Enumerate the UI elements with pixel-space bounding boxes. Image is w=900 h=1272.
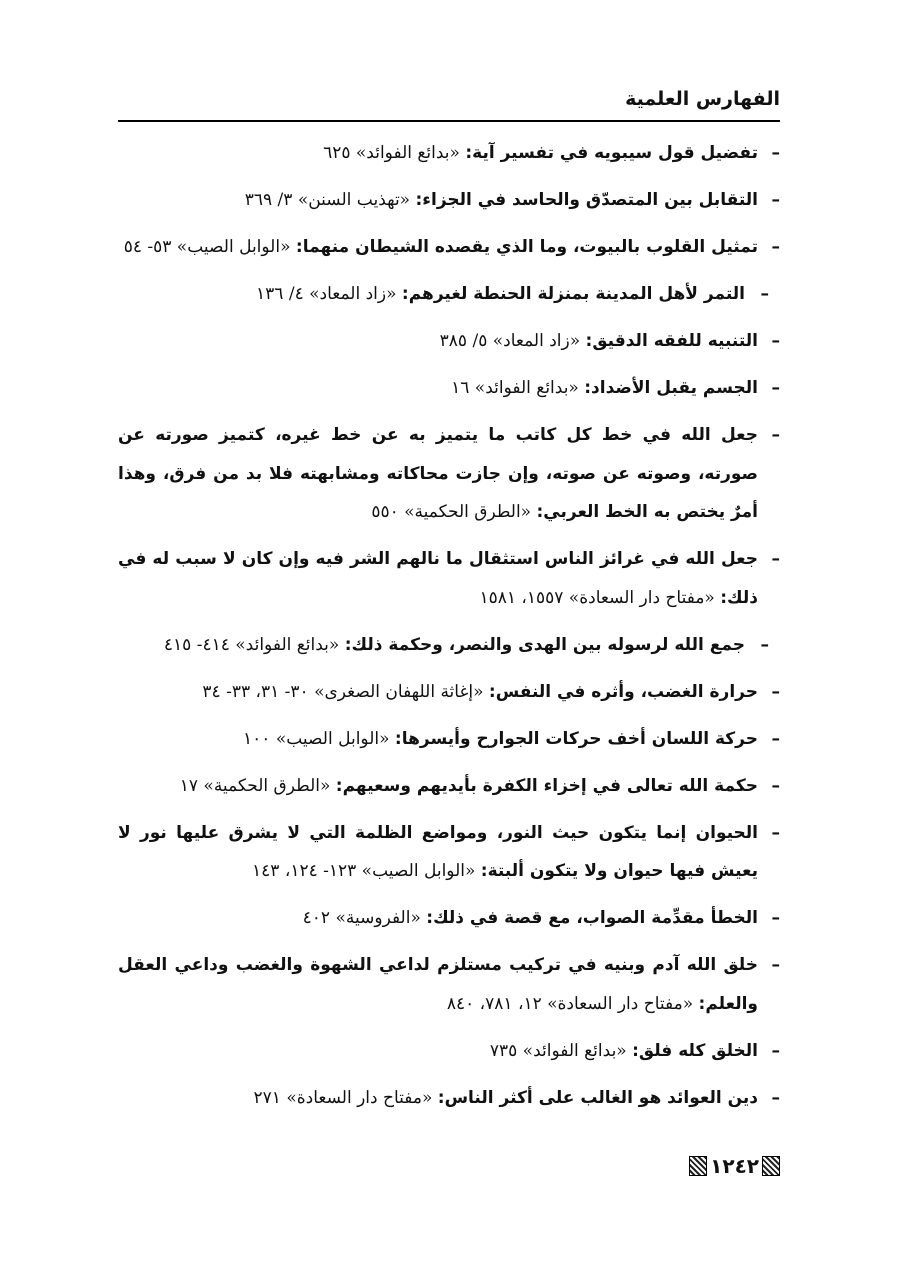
entry-dash: –	[771, 378, 780, 398]
entry-dash: –	[771, 237, 780, 257]
entry-dash: –	[771, 143, 780, 163]
entry-dash: –	[771, 728, 780, 749]
entry-reference: «مفتاح دار السعادة» ٢٧١	[253, 1087, 438, 1108]
index-entry	[118, 275, 780, 314]
entry-dash: –	[771, 425, 780, 445]
page-number: ١٢٤٢	[710, 1154, 759, 1178]
entry-term: الخلق كله فلق:	[632, 1040, 758, 1061]
entry-reference: «زاد المعاد» ٤/ ١٣٦	[256, 284, 402, 304]
entry-term: حرارة الغضب، وأثره في النفس:	[488, 681, 758, 702]
entry-reference: «الطرق الحكمية» ١٧	[179, 775, 336, 796]
index-entry-list	[118, 134, 780, 1126]
entry-dash: –	[771, 549, 780, 569]
entry-term: الجسم يقبل الأضداد:	[584, 378, 758, 398]
entry-dash: –	[760, 284, 769, 304]
entry-dash: –	[771, 822, 780, 843]
entry-term: تفضيل قول سيبويه في تفسير آية:	[465, 143, 758, 163]
entry-dash: –	[771, 908, 780, 928]
entry-term: الخطأ مقدِّمة الصواب، مع قصة في ذلك:	[426, 908, 758, 928]
entry-reference: «مفتاح دار السعادة» ١٢، ٧٨١، ٨٤٠	[446, 993, 699, 1014]
entry-dash: –	[771, 955, 780, 975]
index-entry	[118, 228, 780, 267]
index-entry	[118, 673, 780, 712]
index-entry	[118, 946, 780, 1023]
entry-dash: –	[771, 331, 780, 351]
entry-reference: «مفتاح دار السعادة» ١٥٥٧، ١٥٨١	[479, 587, 721, 608]
entry-reference: «الوابل الصيب» ٥٣- ٥٤	[123, 237, 296, 257]
index-entry	[118, 322, 780, 361]
entry-dash: –	[771, 1040, 780, 1061]
entry-term: حركة اللسان أخف حركات الجوارح وأيسرها:	[394, 728, 758, 749]
entry-reference: «إغاثة اللهفان الصغرى» ٣٠- ٣١، ٣٣- ٣٤	[202, 681, 489, 702]
entry-reference: «الطرق الحكمية» ٥٥٠	[371, 502, 537, 522]
entry-dash: –	[771, 1087, 780, 1108]
index-entry	[118, 181, 780, 220]
entry-term: تمثيل القلوب بالبيوت، وما الذي يقصده الشيطان منهما:	[295, 237, 758, 257]
index-entry	[118, 134, 780, 173]
entry-term: الحيوان إنما يتكون حيث النور، ومواضع الظلمة التي لا يشرق عليها نور لا يعيش فيها حيوان ولا يتكون ألبتة:	[118, 822, 758, 881]
index-entry	[118, 540, 780, 617]
entry-term: جعل الله في غرائز الناس استثقال ما نالهم الشر فيه وإن كان لا سبب له في ذلك:	[118, 549, 758, 608]
entry-dash: –	[760, 634, 769, 655]
index-entry	[118, 1079, 780, 1118]
entry-term: جعل الله في خط كل كاتب ما يتميز به عن خط غيره، كتميز صورته عن صورته، وصوته عن صوته، وإن جازت محاكاته ومشابهته فلا بد من فرق، وهذا أمرٌ يختص به الخط العربي:	[118, 425, 758, 522]
entry-term: التقابل بين المتصدّق والحاسد في الجزاء:	[415, 190, 758, 210]
index-entry	[118, 369, 780, 408]
entry-reference: «الوابل الصيب» ١٢٣- ١٢٤، ١٤٣	[252, 861, 481, 881]
index-entry	[118, 416, 780, 532]
page-header	[118, 86, 780, 122]
page-footer	[689, 1155, 780, 1177]
index-entry	[118, 1032, 780, 1071]
entry-term: خلق الله آدم وبنيه في تركيب مستلزم لداعي الشهوة والغضب وداعي العقل والعلم:	[118, 955, 758, 1014]
entry-reference: «بدائع الفوائد» ٧٣٥	[489, 1040, 633, 1061]
entry-reference: «بدائع الفوائد» ١٦	[451, 378, 585, 398]
index-entry	[118, 814, 780, 891]
entry-term: دين العوائد هو الغالب على أكثر الناس:	[437, 1087, 758, 1108]
header-title: الفهارس العلمية	[625, 88, 780, 110]
entry-reference: «زاد المعاد» ٥/ ٣٨٥	[439, 331, 586, 351]
index-entry	[118, 720, 780, 759]
entry-reference: «تهذيب السنن» ٣/ ٣٦٩	[244, 190, 416, 210]
entry-dash: –	[771, 775, 780, 796]
entry-dash: –	[771, 681, 780, 702]
entry-term: حكمة الله تعالى في إخزاء الكفرة بأيديهم وسعيهم:	[335, 775, 758, 796]
index-entry	[118, 626, 780, 665]
ornament-right-icon	[762, 1156, 780, 1176]
ornament-left-icon	[689, 1156, 707, 1176]
entry-reference: «الوابل الصيب» ١٠٠	[243, 728, 395, 749]
entry-term: التنبيه للفقه الدقيق:	[585, 331, 758, 351]
entry-term: التمر لأهل المدينة بمنزلة الحنطة لغيرهم:	[401, 284, 745, 304]
index-entry	[118, 899, 780, 938]
entry-reference: «الفروسية» ٤٠٢	[302, 908, 427, 928]
entry-term: جمع الله لرسوله بين الهدى والنصر، وحكمة ذلك:	[344, 634, 745, 655]
entry-reference: «بدائع الفوائد» ٤١٤- ٤١٥	[163, 634, 345, 655]
entry-reference: «بدائع الفوائد» ٦٢٥	[323, 143, 466, 163]
entry-dash: –	[771, 190, 780, 210]
index-entry	[118, 767, 780, 806]
